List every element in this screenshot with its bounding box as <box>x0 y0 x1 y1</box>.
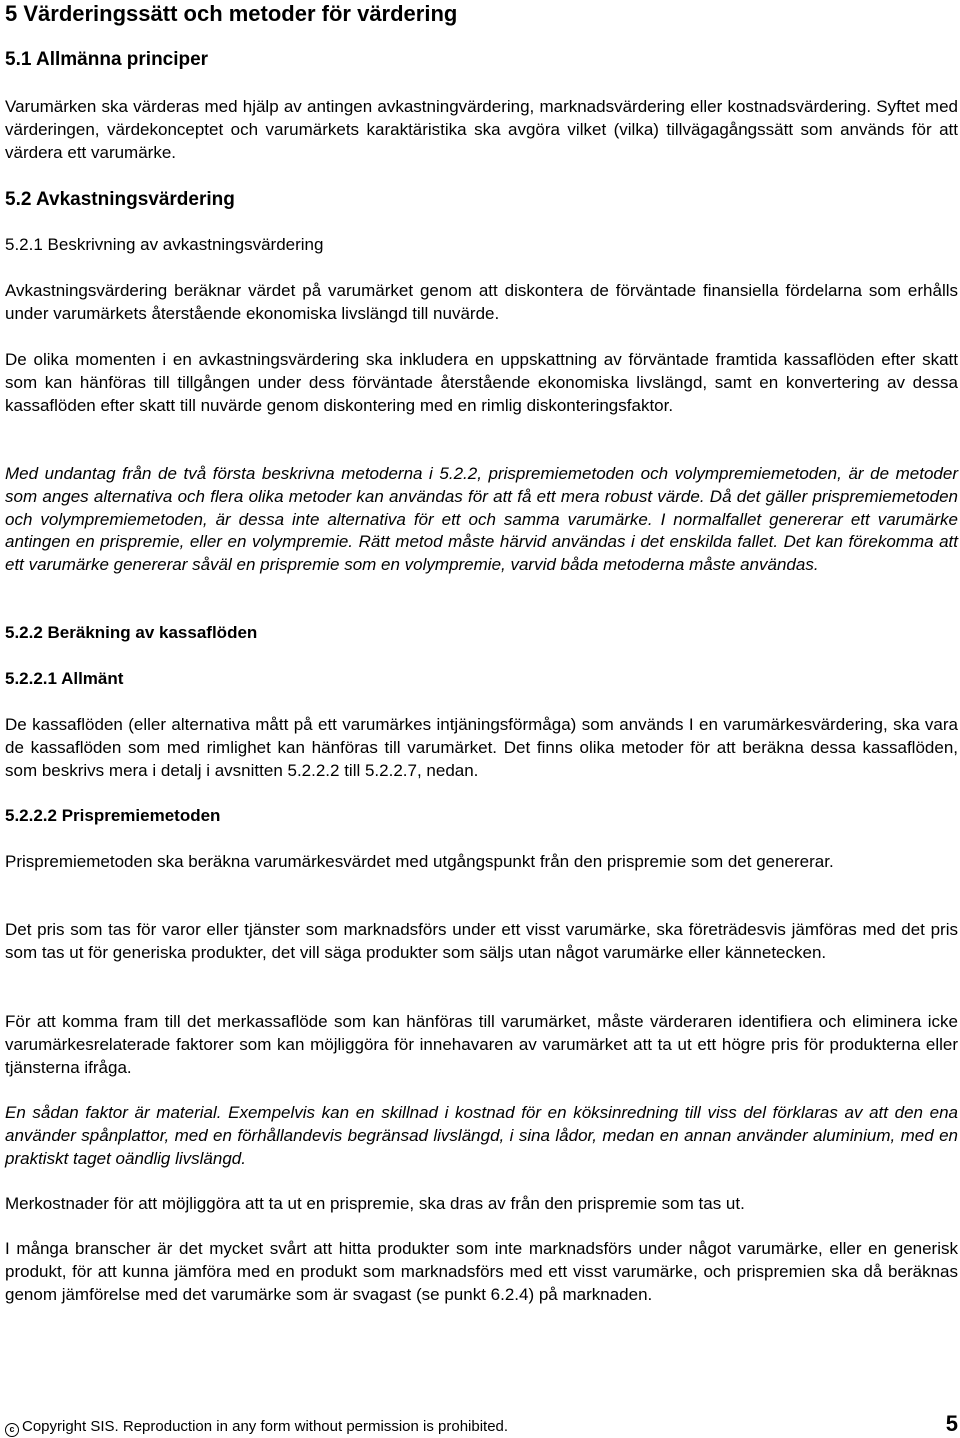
chapter-heading: 5 Värderingssätt och metoder för värdering <box>5 1 458 26</box>
page-number: 5 <box>945 1411 958 1436</box>
section-5-2-2-1-paragraph: De kassaflöden (eller alternativa mått på ett varumärkes intjäningsförmåga) som används I en varumärkesvärdering, ska vara de kassaflöden som med rimlighet kan hänföras till varumärket. Det finns olika metoder för att beräkna dessa kassaflöden, som beskrivs mera i detalj i avsnitten 5.2.2.2 till 5.2.2.7, nedan. <box>5 715 958 780</box>
section-5-2-2-2-paragraph-3: För att komma fram till det merkassaflöde som kan hänföras till varumärket, måste värderaren identifiera och eliminera icke varumärkesrelaterade faktorer som kan möjliggöra för innehavaren av varumärket att ta ut ett högre pris för produkterna eller tjänsterna ifråga. <box>5 1012 958 1077</box>
section-5-2-2-2-paragraph-2: Det pris som tas för varor eller tjänster som marknadsförs under ett visst varumärke, ska företrädesvis jämföras med det pris som tas ut för generiska produkter, det vill säga produkter som säljs utan något varumärke eller kännetecken. <box>5 920 958 962</box>
section-5-2-1-paragraph-3: Med undantag från de två första beskrivna metoderna i 5.2.2, prispremiemetoden och volympremiemetoden, är de metoder som anges alternativa och flera olika metoder kan användas för att få ett mera robust värde. Då det gäller prispremiemetoden och volympremiemetoden, är dessa inte alternativa för ett och samma varumärke. I normalfallet genererar ett varumärke antingen en prispremie, eller en volympremie. Rätt metod måste härvid användas i det enskilda fallet. Det kan förekomma att ett varumärke genererar såväl en prispremie som en volympremie, varvid båda metoderna måste användas. <box>5 464 958 575</box>
section-5-2-2-1-heading: 5.2.2.1 Allmänt <box>5 669 124 688</box>
section-5-2-1-paragraph-1: Avkastningsvärdering beräknar värdet på varumärket genom att diskontera de förväntade finansiella fördelarna som erhålls under varumärkets återstående ekonomiska livslängd till nuvärde. <box>5 281 958 323</box>
copyright-text: Copyright SIS. Reproduction in any form without permission is prohibited. <box>22 1418 509 1435</box>
section-5-2-2-2-paragraph-1: Prispremiemetoden ska beräkna varumärkesvärdet med utgångspunkt från den prispremie som det genererar. <box>5 852 834 871</box>
footer-copyright <box>5 1417 508 1437</box>
section-5-2-2-2-paragraph-4: En sådan faktor är material. Exempelvis kan en skillnad i kostnad för en köksinredning till viss del förklaras av att den ena använder spånplattor, med en förhållandevis begränsad livslängd, i sina lådor, medan en annan använder aluminium, med en praktiskt taget oändlig livslängd. <box>5 1103 958 1168</box>
section-5-2-2-2-heading: 5.2.2.2 Prispremiemetoden <box>5 806 221 825</box>
section-5-2-2-2-paragraph-5: Merkostnader för att möjliggöra att ta ut en prispremie, ska dras av från den prispremie som tas ut. <box>5 1194 745 1213</box>
page-footer <box>5 1411 958 1438</box>
section-5-2-1-heading: 5.2.1 Beskrivning av avkastningsvärdering <box>5 235 324 254</box>
section-5-2-2-heading: 5.2.2 Beräkning av kassaflöden <box>5 623 258 642</box>
copyright-icon: c <box>5 1423 19 1437</box>
section-5-2-heading: 5.2 Avkastningsvärdering <box>5 189 235 210</box>
section-5-1-heading: 5.1 Allmänna principer <box>5 49 209 70</box>
section-5-1-paragraph: Varumärken ska värderas med hjälp av antingen avkastningvärdering, marknadsvärdering eller kostnadsvärdering. Syftet med värderingen, värdekonceptet och varumärkets karaktäristika ska avgöra vilket (vilka) tillvägagångssätt som används för att värdera ett varumärke. <box>5 97 958 162</box>
section-5-2-1-paragraph-2: De olika momenten i en avkastningsvärdering ska inkludera en uppskattning av förväntade framtida kassaflöden efter skatt som kan hänföras till tillgången under dess förväntade återstående ekonomiska livslängd, samt en konvertering av dessa kassaflöden efter skatt till nuvärde genom diskontering med en rimlig diskonteringsfaktor. <box>5 350 958 415</box>
section-5-2-2-2-paragraph-6: I många branscher är det mycket svårt att hitta produkter som inte marknadsförs under något varumärke, eller en generisk produkt, för att kunna jämföra med en produkt som marknadsförs med ett visst varumärke, och prispremien ska då beräknas genom jämförelse med det varumärke som är svagast (se punkt 6.2.4) på marknaden. <box>5 1239 958 1304</box>
